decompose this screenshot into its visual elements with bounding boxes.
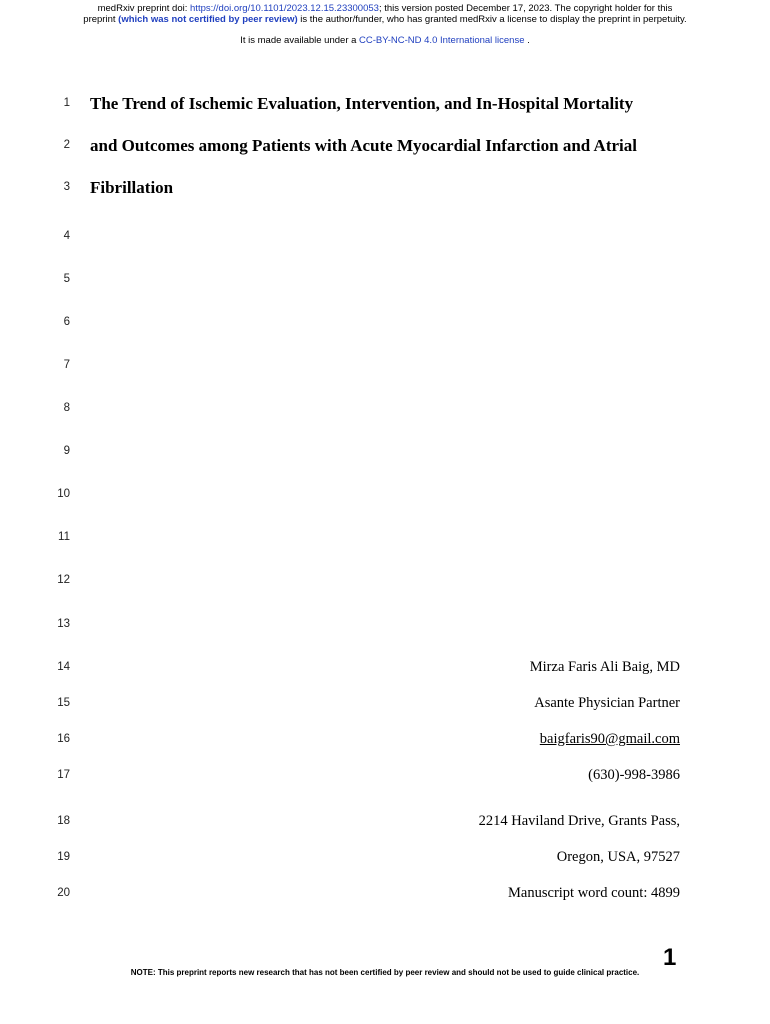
header-text: is the author/funder, who has granted medRxiv a license to display the preprint in perpetuity. bbox=[297, 14, 687, 25]
line-number: 1 bbox=[63, 97, 70, 109]
address-line-1: 2214 Haviland Drive, Grants Pass, bbox=[478, 813, 680, 829]
author-affiliation: Asante Physician Partner bbox=[534, 695, 680, 711]
author-phone: (630)-998-3986 bbox=[588, 767, 680, 783]
line-number: 11 bbox=[58, 531, 70, 543]
line-number: 20 bbox=[57, 887, 70, 899]
paper-title-line-3: Fibrillation bbox=[90, 178, 174, 197]
preprint-note: NOTE: This preprint reports new research that has not been certified by peer review and should not be used to guide clinical practice. bbox=[130, 968, 640, 977]
author-name: Mirza Faris Ali Baig, MD bbox=[529, 659, 680, 675]
header-text: . bbox=[524, 35, 530, 46]
license-line bbox=[0, 35, 770, 46]
preprint-header-line-2 bbox=[0, 14, 770, 25]
line-number: 13 bbox=[57, 618, 70, 630]
line-number: 5 bbox=[63, 273, 70, 285]
line-number: 7 bbox=[63, 359, 70, 371]
peer-review-notice: (which was not certified by peer review) bbox=[118, 14, 298, 25]
license-link[interactable]: CC-BY-NC-ND 4.0 International license bbox=[359, 35, 525, 46]
page-number: 1 bbox=[663, 944, 677, 971]
line-number: 3 bbox=[63, 181, 70, 193]
header-text: ; this version posted December 17, 2023. The copyright holder for this bbox=[378, 3, 673, 14]
line-number: 9 bbox=[63, 445, 70, 457]
line-number: 17 bbox=[57, 769, 70, 781]
address-line-2: Oregon, USA, 97527 bbox=[556, 849, 680, 865]
paper-title-line-1: The Trend of Ischemic Evaluation, Intervention, and In-Hospital Mortality bbox=[90, 94, 634, 113]
line-number: 10 bbox=[57, 488, 70, 500]
line-number: 6 bbox=[63, 316, 70, 328]
paper-title-line-2: and Outcomes among Patients with Acute Myocardial Infarction and Atrial bbox=[90, 136, 637, 155]
line-number: 2 bbox=[63, 139, 70, 151]
line-number: 8 bbox=[63, 402, 70, 414]
preprint-header-line-1 bbox=[0, 3, 770, 14]
author-email-link[interactable]: baigfaris90@gmail.com bbox=[539, 731, 680, 747]
doi-link[interactable]: https://doi.org/10.1101/2023.12.15.23300053 bbox=[190, 3, 379, 14]
line-number: 18 bbox=[57, 815, 70, 827]
line-number: 14 bbox=[57, 661, 70, 673]
header-text: medRxiv preprint doi: bbox=[97, 3, 191, 14]
line-number: 4 bbox=[63, 230, 70, 242]
line-number: 15 bbox=[57, 697, 70, 709]
word-count: Manuscript word count: 4899 bbox=[508, 885, 680, 901]
line-number: 19 bbox=[57, 851, 70, 863]
header-text: It is made available under a bbox=[240, 35, 360, 46]
line-number: 12 bbox=[57, 574, 70, 586]
line-number: 16 bbox=[57, 733, 70, 745]
header-text: preprint bbox=[83, 14, 119, 25]
